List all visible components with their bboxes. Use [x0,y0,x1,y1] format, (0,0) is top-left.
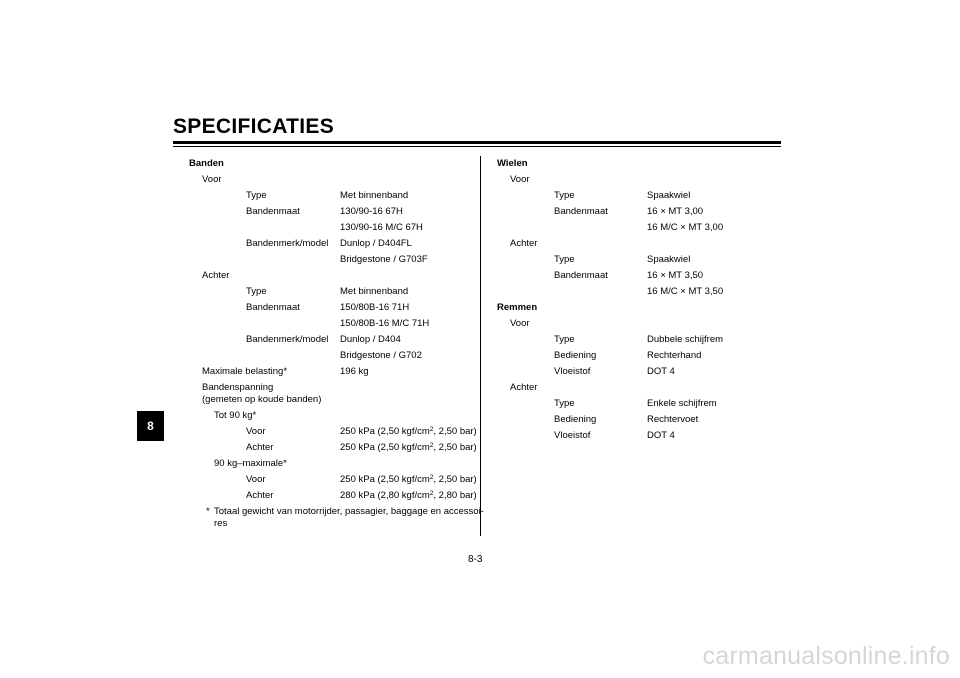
spec-label: Type [554,334,575,345]
spec-value: Spaakwiel [647,190,691,201]
spec-value: Rechtervoet [647,414,699,425]
spec-label: Achter [246,442,274,453]
spec-value: 16 M/C × MT 3,50 [647,286,724,297]
spec-label: Bandenmaat [554,270,608,281]
subheading-tot-90: Tot 90 kg* [214,410,257,421]
page-number: 8-3 [468,554,483,565]
chapter-tab: 8 [137,411,164,441]
spec-value: 280 kPa (2,80 kgf/$cm^2$, 2,80 bar) [340,490,477,501]
spec-value: 150/80B-16 M/C 71H [340,318,430,329]
spec-label: Bediening [554,350,597,361]
subheading-achter: Achter [510,382,538,393]
spec-value: 16 × MT 3,00 [647,206,704,217]
subheading-voor: Voor [510,318,530,329]
spec-label: Type [554,254,575,265]
spec-value: 250 kPa (2,50 kgf/$cm^2$, 2,50 bar) [340,474,477,485]
section-heading-remmen: Remmen [497,302,538,313]
spec-value: Met binnenband [340,190,409,201]
spec-value: Bridgestone / G703F [340,254,428,265]
subheading-voor: Voor [202,174,222,185]
spec-label: Maximale belasting* [202,366,288,377]
spec-label: Bandenmerk/model [246,334,329,345]
spec-label: Bandenspanning [202,382,274,393]
spec-value: 150/80B-16 71H [340,302,410,313]
spec-value: DOT 4 [647,366,675,377]
spec-label: Voor [246,474,266,485]
spec-label: Type [246,190,267,201]
spec-label: Bediening [554,414,597,425]
spec-value: DOT 4 [647,430,675,441]
spec-value: Dunlop / D404FL [340,238,412,249]
footnote-text: Totaal gewicht van motorrijder, passagier, baggage en accessoi- [214,506,484,517]
spec-label: Type [554,398,575,409]
spec-value: Dubbele schijfrem [647,334,724,345]
spec-value: Spaakwiel [647,254,691,265]
watermark: carmanualsonline.info [702,642,950,670]
spec-value: 130/90-16 67H [340,206,403,217]
spec-label: Voor [246,426,266,437]
spec-value: Met binnenband [340,286,409,297]
spec-value: 16 × MT 3,50 [647,270,704,281]
footnote-mark: * [206,506,210,517]
spec-value: 250 kPa (2,50 kgf/$cm^2$, 2,50 bar) [340,442,477,453]
spec-label: Type [554,190,575,201]
spec-value: Bridgestone / G702 [340,350,422,361]
section-heading-wielen: Wielen [497,158,528,169]
spec-value: Enkele schijfrem [647,398,717,409]
footnote-text-continued: res [214,518,228,529]
spec-value: 196 kg [340,366,369,377]
subheading-achter: Achter [510,238,538,249]
spec-label: Achter [246,490,274,501]
spec-label: Bandenmaat [246,206,300,217]
spec-value: Dunlop / D404 [340,334,401,345]
page-title: SPECIFICATIES [173,115,335,138]
spec-value: Rechterhand [647,350,702,361]
section-heading-banden: Banden [189,158,224,169]
title-rule-thin [173,146,781,147]
spec-label: Type [246,286,267,297]
spec-value: 250 kPa (2,50 kgf/$cm^2$, 2,50 bar) [340,426,477,437]
spec-sublabel: (gemeten op koude banden) [202,394,322,405]
subheading-voor: Voor [510,174,530,185]
title-rule-thick [173,141,781,144]
spec-label: Vloeistof [554,430,591,441]
spec-value: 16 M/C × MT 3,00 [647,222,724,233]
column-divider [480,156,481,536]
spec-label: Bandenmaat [246,302,300,313]
subheading-90-max: 90 kg–maximale* [214,458,287,469]
subheading-achter: Achter [202,270,230,281]
spec-label: Bandenmerk/model [246,238,329,249]
spec-label: Bandenmaat [554,206,608,217]
spec-value: 130/90-16 M/C 67H [340,222,423,233]
spec-label: Vloeistof [554,366,591,377]
